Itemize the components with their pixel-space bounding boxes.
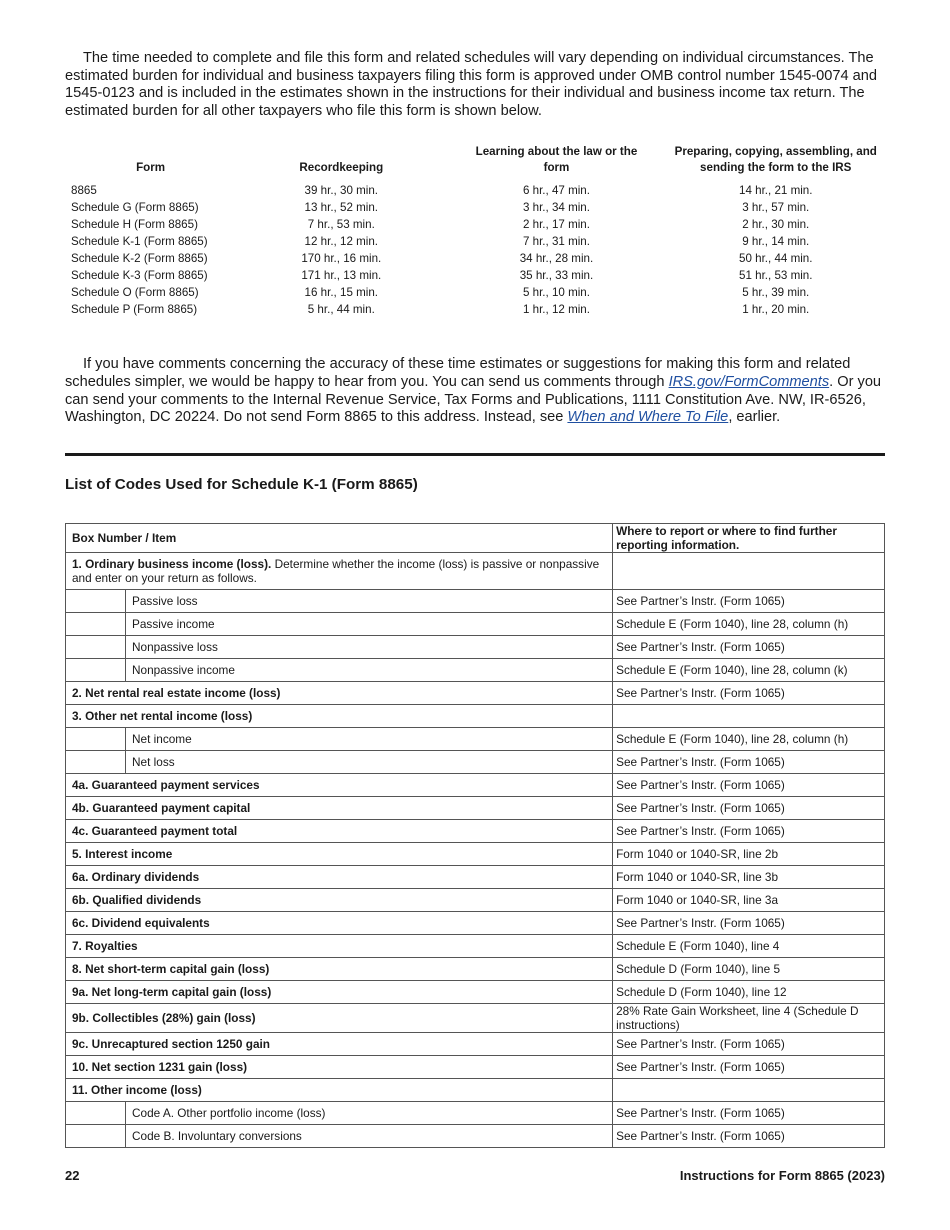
codes-where-to-report: Schedule E (Form 1040), line 28, column (h) xyxy=(613,727,885,750)
codes-where-to-report xyxy=(613,552,885,589)
codes-row xyxy=(66,842,885,865)
comments-text-2: . Or you can send your comments to the Internal Revenue Service, Tax Forms and Publications, 1111 Constitution Ave. NW, IR-6526, Washington, DC 20224. Do not send Form 8865 to this address. Instead, see xyxy=(65,373,882,426)
burden-recordkeeping: 16 hr., 15 min. xyxy=(304,286,379,300)
codes-where-to-report: Form 1040 or 1040-SR, line 3a xyxy=(613,888,885,911)
codes-indent-cell xyxy=(66,589,126,612)
codes-sub-label: Nonpassive loss xyxy=(126,635,613,658)
burden-form-name: Schedule K-1 (Form 8865) xyxy=(71,235,208,249)
section-title: List of Codes Used for Schedule K-1 (Form 8865) xyxy=(65,475,418,493)
codes-where-to-report: Form 1040 or 1040-SR, line 2b xyxy=(613,842,885,865)
codes-indent-cell xyxy=(66,658,126,681)
burden-form-name: Schedule O (Form 8865) xyxy=(71,286,199,300)
burden-row xyxy=(65,199,885,216)
burden-row xyxy=(65,301,885,318)
codes-row xyxy=(66,704,885,727)
codes-where-to-report: Schedule E (Form 1040), line 28, column (k) xyxy=(613,658,885,681)
codes-where-to-report: See Partner’s Instr. (Form 1065) xyxy=(613,1032,885,1055)
codes-row xyxy=(66,773,885,796)
codes-item-title: 9c. Unrecaptured section 1250 gain xyxy=(72,1036,271,1051)
burden-learning: 7 hr., 31 min. xyxy=(522,235,590,249)
codes-where-to-report: See Partner’s Instr. (Form 1065) xyxy=(613,911,885,934)
burden-recordkeeping: 171 hr., 13 min. xyxy=(301,269,382,283)
burden-row xyxy=(65,233,885,250)
codes-indent-cell xyxy=(66,612,126,635)
section-divider xyxy=(65,453,885,456)
codes-where-to-report: Form 1040 or 1040-SR, line 3b xyxy=(613,865,885,888)
codes-row xyxy=(66,552,885,589)
codes-row xyxy=(66,727,885,750)
codes-item-title: 2. Net rental real estate income (loss) xyxy=(72,685,281,700)
burden-recordkeeping: 12 hr., 12 min. xyxy=(304,235,379,249)
burden-recordkeeping: 7 hr., 53 min. xyxy=(307,218,375,232)
burden-table-body xyxy=(65,182,885,318)
codes-where-to-report: See Partner’s Instr. (Form 1065) xyxy=(613,589,885,612)
codes-indent-cell xyxy=(66,727,126,750)
burden-form-name: Schedule P (Form 8865) xyxy=(71,303,198,317)
codes-row xyxy=(66,1124,885,1147)
codes-item-title: 4a. Guaranteed payment services xyxy=(72,777,260,792)
codes-item-note: Determine whether the income (loss) is passive or nonpassive and enter on your return as follows. xyxy=(72,556,600,585)
codes-row xyxy=(66,1003,885,1032)
intro-paragraph: The time needed to complete and file this form and related schedules will vary depending on individual circumstances. The estimated burden for individual and business taxpayers filing this form is approved under OMB control number 1545-0074 and 1545-0123 and is included in the estimates shown in the instructions for their individual and business income tax return. The estimated burden for all other taxpayers who file this form is shown below. xyxy=(65,50,878,119)
codes-sub-label: Net income xyxy=(126,727,613,750)
codes-sub-label: Code B. Involuntary conversions xyxy=(126,1124,613,1147)
codes-item-label xyxy=(66,1055,613,1078)
codes-row xyxy=(66,888,885,911)
comments-text-1: If you have comments concerning the accuracy of these time estimates or suggestions for making this form and related schedules simpler, we would be happy to hear from you. You can send us comments through xyxy=(65,356,851,390)
codes-row xyxy=(66,658,885,681)
burden-learning: 3 hr., 34 min. xyxy=(522,201,590,215)
burden-learning: 1 hr., 12 min. xyxy=(522,303,590,317)
codes-item-label xyxy=(66,934,613,957)
codes-item-label xyxy=(66,773,613,796)
codes-item-title: 5. Interest income xyxy=(72,846,173,861)
codes-indent-cell xyxy=(66,1124,126,1147)
codes-item-label xyxy=(66,1003,613,1032)
codes-item-label xyxy=(66,842,613,865)
burden-form-name: Schedule K-2 (Form 8865) xyxy=(71,252,208,266)
burden-preparing: 14 hr., 21 min. xyxy=(739,184,813,198)
burden-learning: 6 hr., 47 min. xyxy=(522,184,590,198)
codes-table-body xyxy=(66,552,885,1147)
page-number: 22 xyxy=(65,1168,80,1183)
burden-recordkeeping: 13 hr., 52 min. xyxy=(304,201,379,215)
codes-row xyxy=(66,1055,885,1078)
codes-indent-cell xyxy=(66,635,126,658)
codes-item-label xyxy=(66,980,613,1003)
codes-where-to-report: See Partner’s Instr. (Form 1065) xyxy=(613,1055,885,1078)
comments-text-3: , earlier. xyxy=(728,409,781,426)
burden-row xyxy=(65,182,885,199)
codes-row xyxy=(66,1032,885,1055)
comments-paragraph xyxy=(65,356,885,426)
codes-item-title: 6b. Qualified dividends xyxy=(72,892,202,907)
codes-row xyxy=(66,980,885,1003)
burden-header-form: Form xyxy=(136,161,166,175)
codes-where-to-report: Schedule E (Form 1040), line 28, column (h) xyxy=(613,612,885,635)
codes-sub-label: Code A. Other portfolio income (loss) xyxy=(126,1101,613,1124)
burden-row xyxy=(65,216,885,233)
codes-row xyxy=(66,819,885,842)
codes-item-label xyxy=(66,819,613,842)
codes-item-title: 7. Royalties xyxy=(72,938,138,953)
codes-row xyxy=(66,934,885,957)
burden-form-name: Schedule K-3 (Form 8865) xyxy=(71,269,208,283)
codes-row xyxy=(66,865,885,888)
burden-learning: 35 hr., 33 min. xyxy=(519,269,594,283)
codes-item-label xyxy=(66,1078,613,1101)
codes-indent-cell xyxy=(66,750,126,773)
burden-preparing: 51 hr., 53 min. xyxy=(739,269,813,283)
burden-learning: 34 hr., 28 min. xyxy=(519,252,594,266)
codes-sub-label: Passive income xyxy=(126,612,613,635)
codes-header-item: Box Number / Item xyxy=(66,523,613,552)
codes-sub-label: Passive loss xyxy=(126,589,613,612)
codes-row xyxy=(66,750,885,773)
codes-item-label xyxy=(66,865,613,888)
codes-item-title: 4c. Guaranteed payment total xyxy=(72,823,238,838)
codes-item-title: 11. Other income (loss) xyxy=(72,1082,202,1097)
codes-where-to-report xyxy=(613,1078,885,1101)
codes-item-title: 3. Other net rental income (loss) xyxy=(72,708,253,723)
codes-row xyxy=(66,1101,885,1124)
burden-preparing: 2 hr., 30 min. xyxy=(742,218,810,232)
doc-title: Instructions for Form 8865 (2023) xyxy=(679,1168,885,1183)
codes-row xyxy=(66,681,885,704)
codes-item-label xyxy=(66,681,613,704)
burden-preparing: 9 hr., 14 min. xyxy=(742,235,810,249)
codes-item-title: 4b. Guaranteed payment capital xyxy=(72,800,251,815)
codes-row xyxy=(66,612,885,635)
codes-sub-label: Nonpassive income xyxy=(126,658,613,681)
codes-row xyxy=(66,796,885,819)
codes-item-label xyxy=(66,957,613,980)
codes-where-to-report: See Partner’s Instr. (Form 1065) xyxy=(613,819,885,842)
burden-form-name: Schedule H (Form 8865) xyxy=(71,218,198,232)
burden-table xyxy=(65,144,885,318)
codes-item-label xyxy=(66,888,613,911)
burden-recordkeeping: 170 hr., 16 min. xyxy=(301,252,382,266)
codes-row xyxy=(66,911,885,934)
burden-learning: 2 hr., 17 min. xyxy=(522,218,590,232)
codes-item-title: 10. Net section 1231 gain (loss) xyxy=(72,1059,248,1074)
when-where-to-file-link[interactable]: When and Where To File xyxy=(567,409,729,426)
burden-header-preparing: Preparing, copying, assembling, and sending the form to the IRS xyxy=(674,145,877,175)
codes-where-to-report: See Partner’s Instr. (Form 1065) xyxy=(613,1124,885,1147)
form-comments-link[interactable]: IRS.gov/FormComments xyxy=(668,373,830,390)
burden-row xyxy=(65,284,885,301)
codes-where-to-report: See Partner’s Instr. (Form 1065) xyxy=(613,635,885,658)
codes-item-label xyxy=(66,1032,613,1055)
codes-item-title: 1. Ordinary business income (loss). xyxy=(72,556,272,571)
codes-where-to-report: See Partner’s Instr. (Form 1065) xyxy=(613,750,885,773)
codes-where-to-report xyxy=(613,704,885,727)
burden-row xyxy=(65,250,885,267)
codes-table xyxy=(65,523,885,1148)
burden-learning: 5 hr., 10 min. xyxy=(522,286,590,300)
codes-where-to-report: See Partner’s Instr. (Form 1065) xyxy=(613,773,885,796)
codes-item-title: 6c. Dividend equivalents xyxy=(72,915,210,930)
codes-item-title: 6a. Ordinary dividends xyxy=(72,869,200,884)
codes-sub-label: Net loss xyxy=(126,750,613,773)
codes-where-to-report: Schedule D (Form 1040), line 5 xyxy=(613,957,885,980)
codes-indent-cell xyxy=(66,1101,126,1124)
codes-where-to-report: See Partner’s Instr. (Form 1065) xyxy=(613,1101,885,1124)
codes-item-label xyxy=(66,796,613,819)
codes-item-title: 9b. Collectibles (28%) gain (loss) xyxy=(72,1010,256,1025)
codes-where-to-report: Schedule E (Form 1040), line 4 xyxy=(613,934,885,957)
codes-where-to-report: Schedule D (Form 1040), line 12 xyxy=(613,980,885,1003)
burden-preparing: 1 hr., 20 min. xyxy=(742,303,810,317)
burden-header-recordkeeping: Recordkeeping xyxy=(299,161,384,175)
codes-item-title: 8. Net short-term capital gain (loss) xyxy=(72,961,270,976)
codes-item-label xyxy=(66,911,613,934)
burden-recordkeeping: 39 hr., 30 min. xyxy=(304,184,379,198)
codes-item-label xyxy=(66,552,613,589)
codes-item-label xyxy=(66,704,613,727)
burden-preparing: 50 hr., 44 min. xyxy=(739,252,813,266)
burden-row xyxy=(65,267,885,284)
codes-row xyxy=(66,957,885,980)
codes-where-to-report: See Partner’s Instr. (Form 1065) xyxy=(613,681,885,704)
burden-form-name: Schedule G (Form 8865) xyxy=(71,201,199,215)
burden-header-learning: Learning about the law or the form xyxy=(475,145,638,175)
burden-form-name: 8865 xyxy=(71,184,97,198)
codes-header-where: Where to report or where to find further reporting information. xyxy=(613,523,885,552)
codes-row xyxy=(66,1078,885,1101)
codes-where-to-report: 28% Rate Gain Worksheet, line 4 (Schedule D instructions) xyxy=(613,1003,885,1032)
codes-row xyxy=(66,635,885,658)
burden-preparing: 3 hr., 57 min. xyxy=(742,201,810,215)
codes-item-title: 9a. Net long-term capital gain (loss) xyxy=(72,984,272,999)
burden-preparing: 5 hr., 39 min. xyxy=(742,286,810,300)
page-content xyxy=(65,50,885,1148)
burden-recordkeeping: 5 hr., 44 min. xyxy=(307,303,375,317)
codes-row xyxy=(66,589,885,612)
codes-where-to-report: See Partner’s Instr. (Form 1065) xyxy=(613,796,885,819)
